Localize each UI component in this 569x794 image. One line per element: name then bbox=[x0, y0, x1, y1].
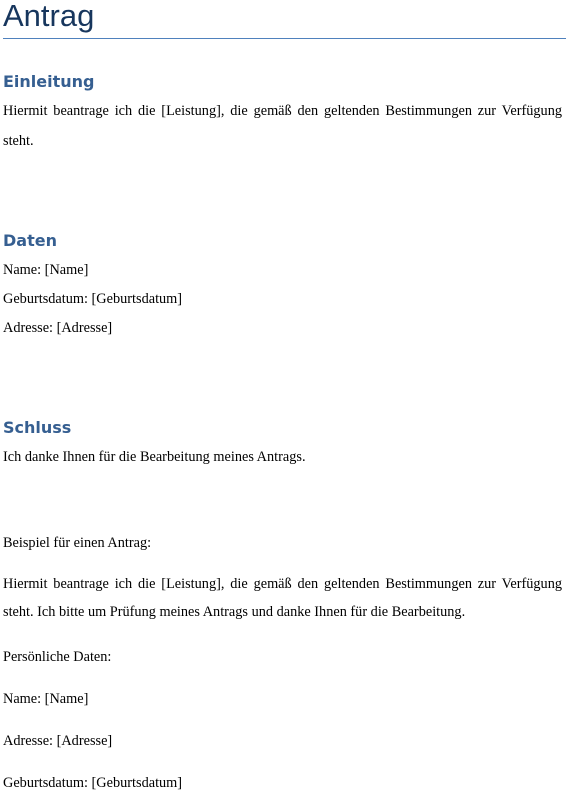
daten-name: Name: [Name] bbox=[3, 262, 89, 278]
heading-daten: Daten bbox=[3, 231, 57, 250]
beispiel-geburtsdatum: Geburtsdatum: [Geburtsdatum] bbox=[3, 775, 183, 791]
schluss-text: Ich danke Ihnen für die Bearbeitung meines Antrags. bbox=[3, 449, 306, 465]
einleitung-line-1: Hiermit beantrage ich die [Leistung], die gemäß den geltenden Bestimmungen zur Verfügung bbox=[3, 103, 562, 119]
beispiel-line-2: steht. Ich bitte um Prüfung meines Antrags und danke Ihnen für die Bearbeitung. bbox=[3, 604, 466, 620]
beispiel-line-1: Hiermit beantrage ich die [Leistung], die gemäß den geltenden Bestimmungen zur Verfügung bbox=[3, 576, 562, 592]
document-title: Antrag bbox=[3, 0, 95, 33]
beispiel-persoenliche-daten: Persönliche Daten: bbox=[3, 649, 112, 665]
einleitung-line-2: steht. bbox=[3, 133, 34, 149]
beispiel-name: Name: [Name] bbox=[3, 691, 89, 707]
title-underline bbox=[3, 38, 566, 39]
heading-schluss: Schluss bbox=[3, 418, 72, 437]
daten-adresse: Adresse: [Adresse] bbox=[3, 320, 113, 336]
daten-geburtsdatum: Geburtsdatum: [Geburtsdatum] bbox=[3, 291, 183, 307]
beispiel-adresse: Adresse: [Adresse] bbox=[3, 733, 113, 749]
heading-einleitung: Einleitung bbox=[3, 72, 95, 91]
beispiel-intro: Beispiel für einen Antrag: bbox=[3, 535, 152, 551]
